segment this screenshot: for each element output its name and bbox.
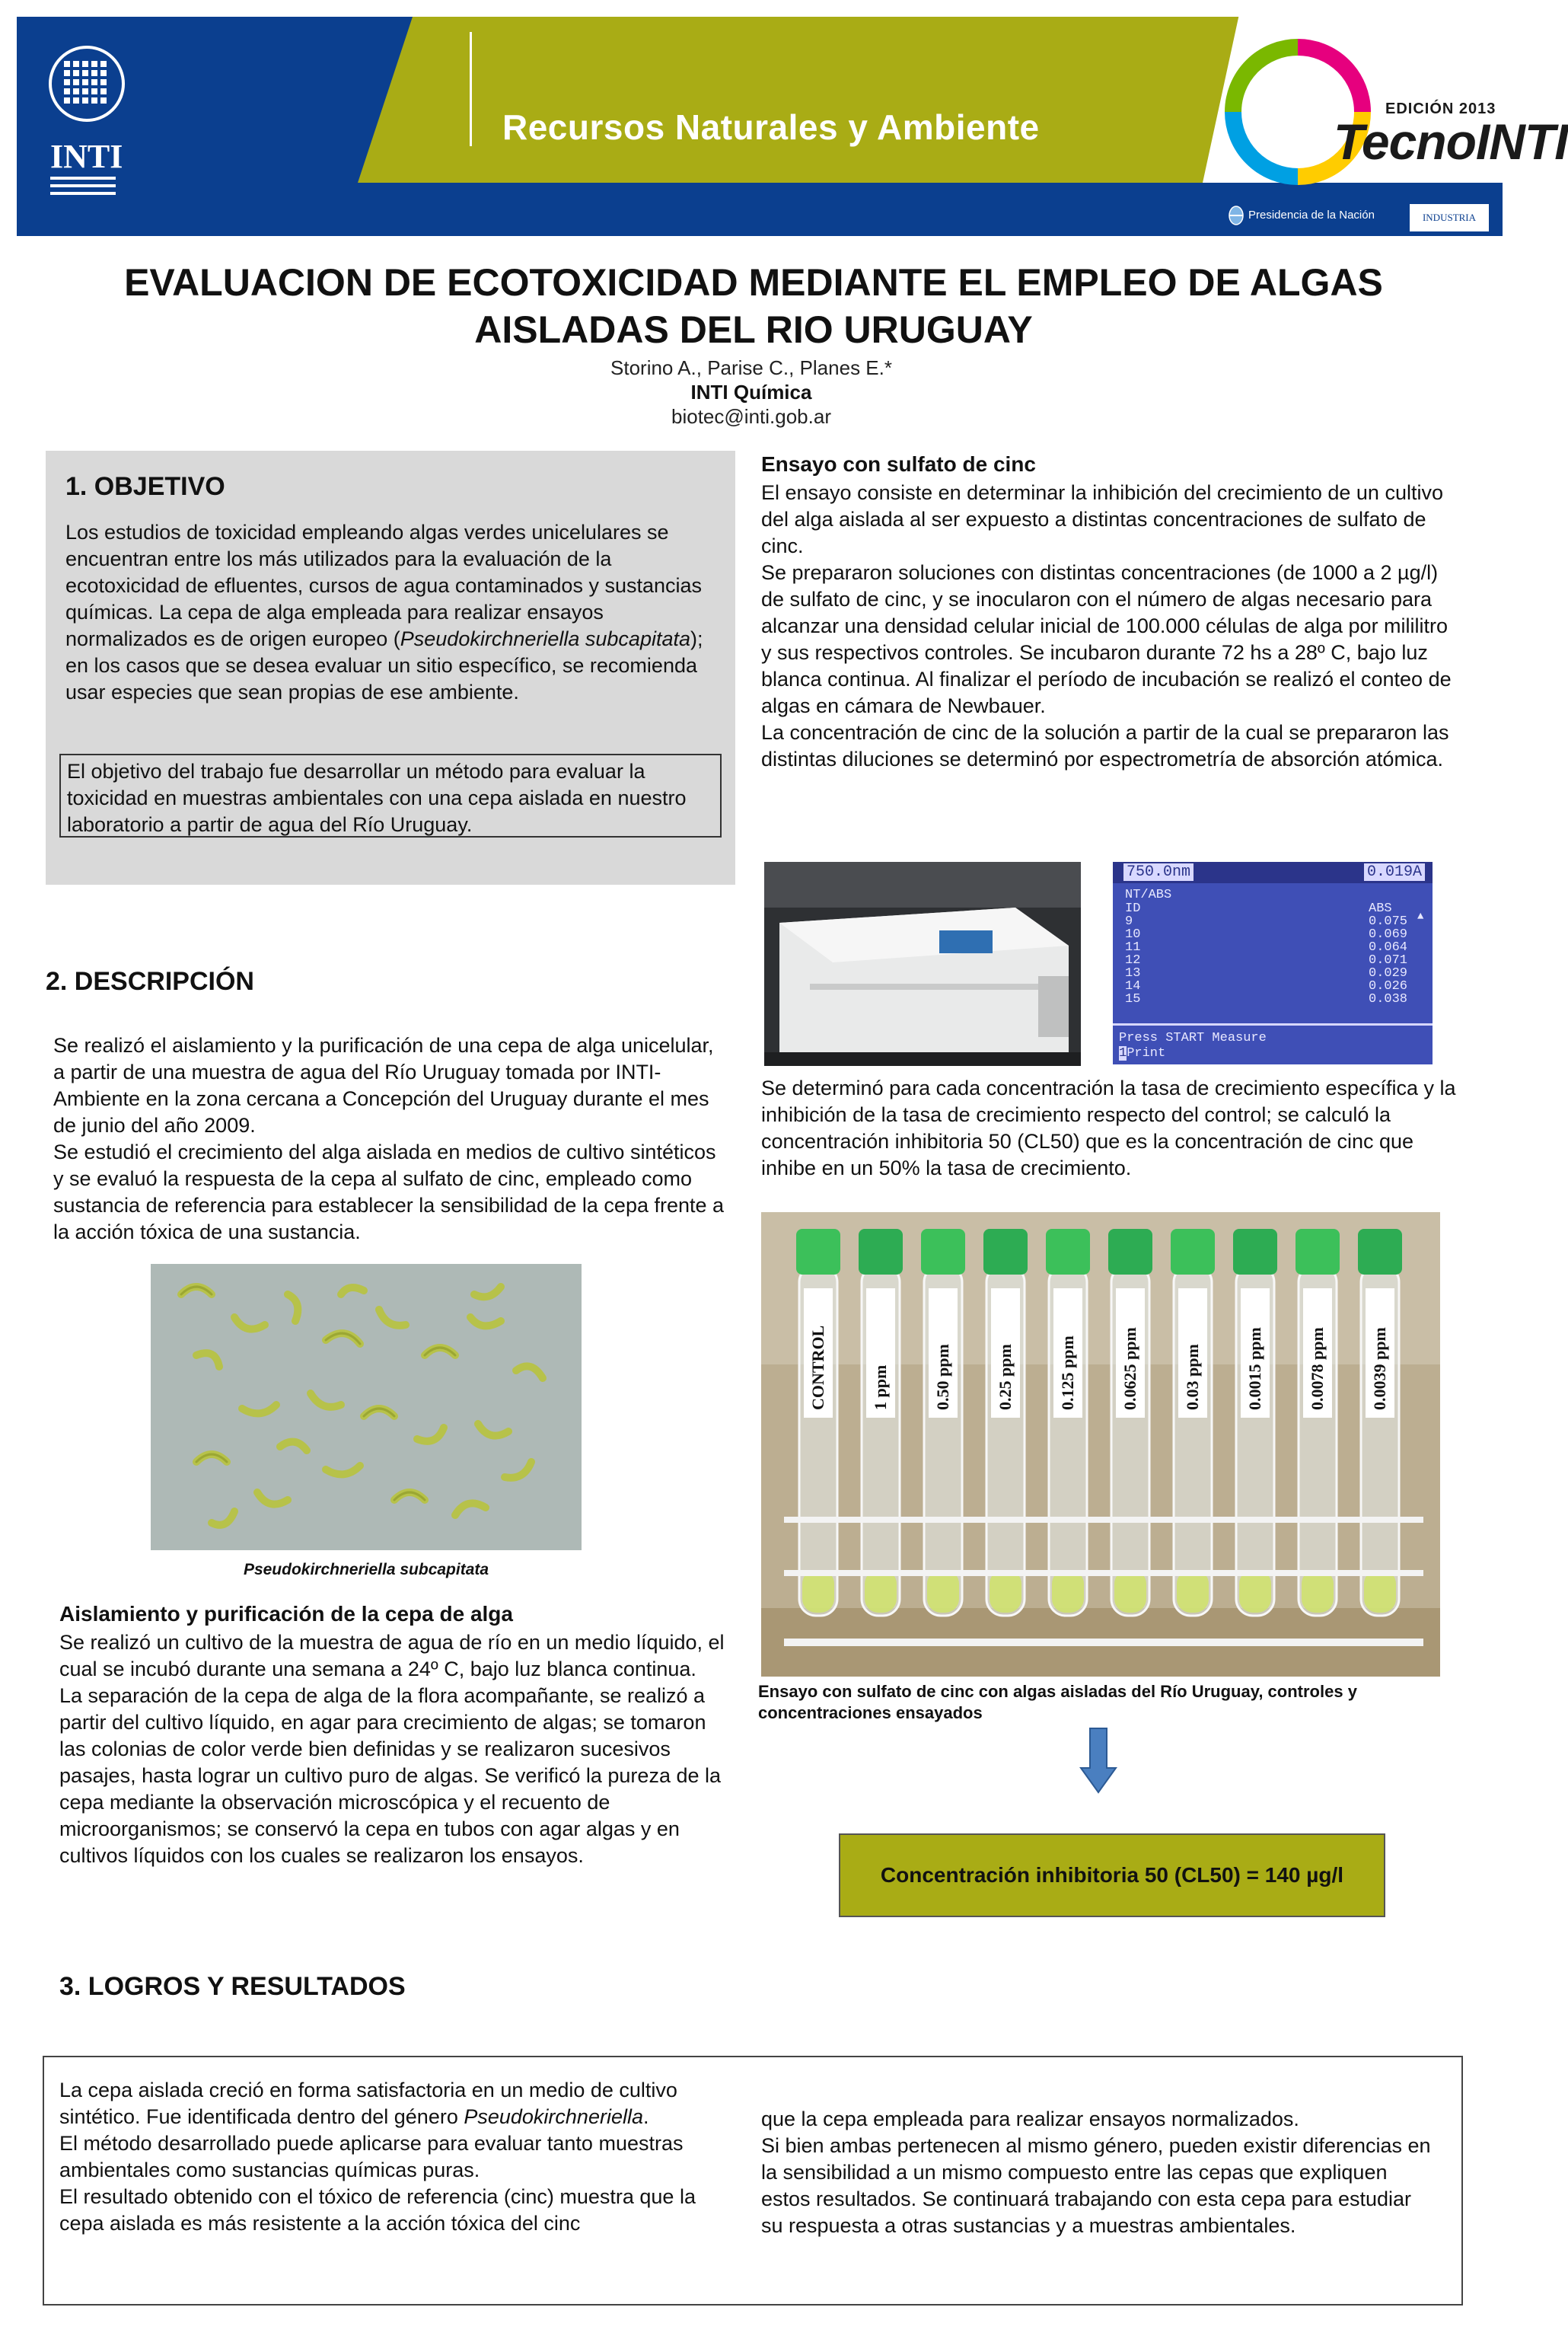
- tube-culture-liquid: [1364, 1570, 1396, 1613]
- isolation-paragraph: Se realizó un cultivo de la muestra de agua de río en un medio líquido, el cual se incubó durante una semana a 24º C, bajo luz blanca continua. La separación de la cepa de alga de la flora acompañante, se realizó a partir del cultivo líquido, en agar para crecimiento de algas; se tomaron las colonias de color verde bien definidas y se realizaron sucesivos pasajes, hasta lograr un cultivo puro de algas. Se verificó la pureza de la cepa mediante la observación microscópica y el recuento de microorganismos; se conservó la cepa en tubos con agar algas y en cultivos líquidos con los cuales se realizaron los ensayos.: [59, 1631, 725, 1867]
- tube-label-text: 0.0078 ppm: [1308, 1327, 1327, 1410]
- screen-footer-print: Print: [1127, 1046, 1166, 1061]
- screen-col-abs: ABS: [1369, 901, 1392, 916]
- tube-culture-liquid: [1177, 1570, 1209, 1613]
- tube-cap: [859, 1229, 903, 1275]
- objective-paragraph: [65, 519, 720, 706]
- poster-header: [0, 0, 1568, 236]
- paper-authors: Storino A., Parise C., Planes E.*: [610, 356, 892, 379]
- screen-footer-print-row: 1Print: [1119, 1046, 1166, 1061]
- presidencia-label: Presidencia de la Nación: [1248, 209, 1375, 222]
- tube-cap: [1358, 1229, 1402, 1275]
- objective-text-part1: Los estudios de toxicidad empleando algas verdes unicelulares se encuentran entre los más utilizados para la evaluación de la ecotoxicidad de efluentes, cursos de agua contaminados y sustancias químicas. La cepa de alga empleada para realizar ensayos normalizados es de origen europeo (: [65, 521, 703, 650]
- cl50-result-text: Concentración inhibitoria 50 (CL50) = 140 µg/l: [880, 1863, 1344, 1887]
- paper-affiliation: INTI Química: [690, 381, 812, 404]
- test-tubes-photo: [761, 1212, 1440, 1677]
- tube-label-text: 0.0625 ppm: [1120, 1327, 1139, 1410]
- screen-row-abs: 0.071: [1369, 953, 1408, 968]
- description-paragraph: Se realizó el aislamiento y la purificación de una cepa de alga unicelular, a partir de una muestra de agua del Río Uruguay tomada por INTI-Ambiente en la zona cercana a Concepción del Uruguay durante el mes de junio del año 2009. Se estudió el crecimiento del alga aislada en medios de cultivo sintéticos y se evaluó la respuesta de la cepa al sulfato de cinc, empleado como sustancia de referencia para establecer la sensibilidad de la cepa frente a la acción tóxica de una sustancia.: [53, 1034, 725, 1243]
- objective-goal-box: El objetivo del trabajo fue desarrollar un método para evaluar la toxicidad en muestras ambientales con una cepa aislada en nuestro laboratorio a partir de agua del Río Uruguay.: [59, 754, 722, 838]
- tube-label-text: 0.0015 ppm: [1245, 1327, 1264, 1410]
- tecnointi-edition: EDICIÓN 2013: [1385, 101, 1496, 117]
- industria-badge: [1410, 204, 1489, 231]
- screen-row-id: 13: [1125, 966, 1141, 981]
- argentina-shield-icon: [1229, 206, 1244, 225]
- screen-row-abs: 0.026: [1369, 979, 1408, 994]
- results-heading: 3. LOGROS Y RESULTADOS: [59, 1972, 406, 2001]
- calculation-paragraph: Se determinó para cada concentración la tasa de crecimiento específica y la inhibición de la tasa de crecimiento respecto del control; se calculó la concentración inhibitoria 50 (CL50) que es la concentración de cinc que inhibe en un 50% la tasa de crecimiento.: [761, 1077, 1456, 1179]
- tube-cap: [921, 1229, 965, 1275]
- screen-col-header: NT/ABS: [1125, 888, 1172, 902]
- results-right-paragraph: que la cepa empleada para realizar ensayos normalizados. Si bien ambas pertenecen al mismo género, pueden existir diferencias en la sensibilidad a un mismo compuesto entre las cepas que expliquen estos resultados. Se continuará trabajando con esta cepa para estudiar su respuesta a otras sustancias y a muestras ambientales.: [761, 2108, 1431, 2237]
- tube-culture-liquid: [1302, 1570, 1334, 1613]
- algae-cells-illustration: [151, 1264, 582, 1550]
- tube-cap: [983, 1229, 1028, 1275]
- inti-logo-lines: [50, 177, 116, 199]
- spectrophotometer-photo: [764, 862, 1081, 1066]
- screen-row-id: 15: [1125, 992, 1141, 1007]
- screen-row-id: 11: [1125, 940, 1141, 955]
- screen-abs-top: 0.019A: [1364, 863, 1425, 881]
- tube-culture-liquid: [1052, 1570, 1084, 1613]
- tecnointi-logo-text: TecnoINTI: [1334, 113, 1568, 170]
- inti-logo-icon: [49, 46, 125, 122]
- tube-label-text: 1 ppm: [871, 1364, 890, 1410]
- screen-row-abs: 0.029: [1369, 966, 1408, 981]
- results-genus-name: Pseudokirchneriella: [464, 2105, 643, 2128]
- tube-label-text: 0.50 ppm: [933, 1344, 952, 1410]
- inti-logo-text: INTI: [50, 138, 123, 175]
- tubes-photo-caption: Ensayo con sulfato de cinc con algas aisladas del Río Uruguay, controles y concentraciones ensayados: [758, 1682, 1357, 1722]
- spectrophotometer-illustration: [764, 862, 1081, 1066]
- results-left-paragraph: [59, 2077, 729, 2237]
- screen-footer-measure: Press START Measure: [1119, 1031, 1267, 1045]
- isolation-heading: Aislamiento y purificación de la cepa de alga: [59, 1602, 513, 1626]
- screen-row-abs: 0.075: [1369, 914, 1408, 929]
- tube-culture-liquid: [927, 1570, 959, 1613]
- absorbance-screen-photo: [1113, 862, 1433, 1064]
- screen-row-id: 14: [1125, 979, 1141, 994]
- tube-culture-liquid: [865, 1570, 897, 1613]
- tube-label-text: 0.0039 ppm: [1370, 1327, 1389, 1410]
- screen-row-id: 12: [1125, 953, 1141, 968]
- screen-row-abs: 0.064: [1369, 940, 1408, 955]
- tube-cap: [796, 1229, 840, 1275]
- tube-cap: [1108, 1229, 1152, 1275]
- screen-up-arrow-icon: ▲: [1417, 911, 1424, 923]
- tube-cap: [1171, 1229, 1215, 1275]
- tube-label-text: CONTROL: [808, 1325, 827, 1410]
- tube-cap: [1296, 1229, 1340, 1275]
- screen-row-id: 9: [1125, 914, 1133, 929]
- objective-text-part2: ); en los casos que se desea evaluar un sitio específico, se recomienda usar especies que sean propias de ese ambiente.: [65, 627, 703, 704]
- screen-row-abs: 0.038: [1369, 992, 1408, 1007]
- tube-culture-liquid: [990, 1570, 1021, 1613]
- tube-culture-liquid: [802, 1570, 834, 1613]
- header-section-title: Recursos Naturales y Ambiente: [502, 107, 1040, 147]
- zinc-assay-paragraph: El ensayo consiste en determinar la inhibición del crecimiento de un cultivo del alga aislada al ser expuesto a distintas concentraciones de sulfato de cinc. Se prepararon soluciones con distintas concentraciones (de 1000 a 2 µg/l) de sulfato de cinc, y se inocularon con el número de algas necesario para alcanzar una densidad celular inicial de 100.000 células de alga por mililitro y sus respectivos controles. Se incubaron durante 72 hs a 28º C, bajo luz blanca continua. Al finalizar el período de incubación se realizó el conteo de algas en cámara de Newbauer. La concentración de cinc de la solución a partir de la cual se prepararon las distintas diluciones se determinó por espectrometría de absorción atómica.: [761, 481, 1452, 771]
- tube-label-text: 0.03 ppm: [1183, 1344, 1202, 1410]
- screen-id-list: [1125, 915, 1140, 1006]
- description-heading: 2. DESCRIPCIÓN: [46, 967, 254, 996]
- screen-wavelength: 750.0nm: [1123, 863, 1194, 881]
- paper-email: biotec@inti.gob.ar: [671, 405, 831, 428]
- screen-separator: [1113, 1023, 1433, 1026]
- screen-abs-list: [1369, 915, 1407, 1006]
- industria-label: INDUSTRIA: [1422, 212, 1477, 223]
- down-arrow-icon: [1081, 1728, 1116, 1792]
- tube-culture-liquid: [1114, 1570, 1146, 1613]
- algae-photo-caption: Pseudokirchneriella subcapitata: [243, 1561, 489, 1578]
- screen-row-id: 10: [1125, 927, 1141, 942]
- objective-species-name: Pseudokirchneriella subcapitata: [400, 627, 690, 650]
- tube-culture-liquid: [1239, 1570, 1271, 1613]
- test-tubes-illustration: [761, 1212, 1440, 1677]
- screen-row-abs: 0.069: [1369, 927, 1408, 942]
- tube-cap: [1046, 1229, 1090, 1275]
- screen-col-id: ID: [1125, 901, 1141, 916]
- cl50-result-box: [839, 1833, 1385, 1917]
- results-left-part2: . El método desarrollado puede aplicarse para evaluar tanto muestras ambientales como sustancias químicas puras. El resultado obtenido con el tóxico de referencia (cinc) muestra que la cepa aislada es más resistente a la acción tóxica del cinc: [59, 2105, 696, 2235]
- paper-title: EVALUACION DE ECOTOXICIDAD MEDIANTE EL EMPLEO DE ALGAS AISLADAS DEL RIO URUGUAY: [124, 261, 1383, 351]
- objective-heading: 1. OBJETIVO: [65, 472, 225, 501]
- tube-cap: [1233, 1229, 1277, 1275]
- results-left-part1: La cepa aislada creció en forma satisfactoria en un medio de cultivo sintético. Fue identificada dentro del género: [59, 2079, 677, 2128]
- algae-micrograph: [151, 1264, 582, 1550]
- tube-label-text: 0.125 ppm: [1058, 1335, 1077, 1410]
- tube-label-text: 0.25 ppm: [996, 1344, 1015, 1410]
- zinc-assay-heading: Ensayo con sulfato de cinc: [761, 452, 1036, 476]
- header-divider: [470, 32, 472, 146]
- header-olive-band: [358, 17, 1271, 183]
